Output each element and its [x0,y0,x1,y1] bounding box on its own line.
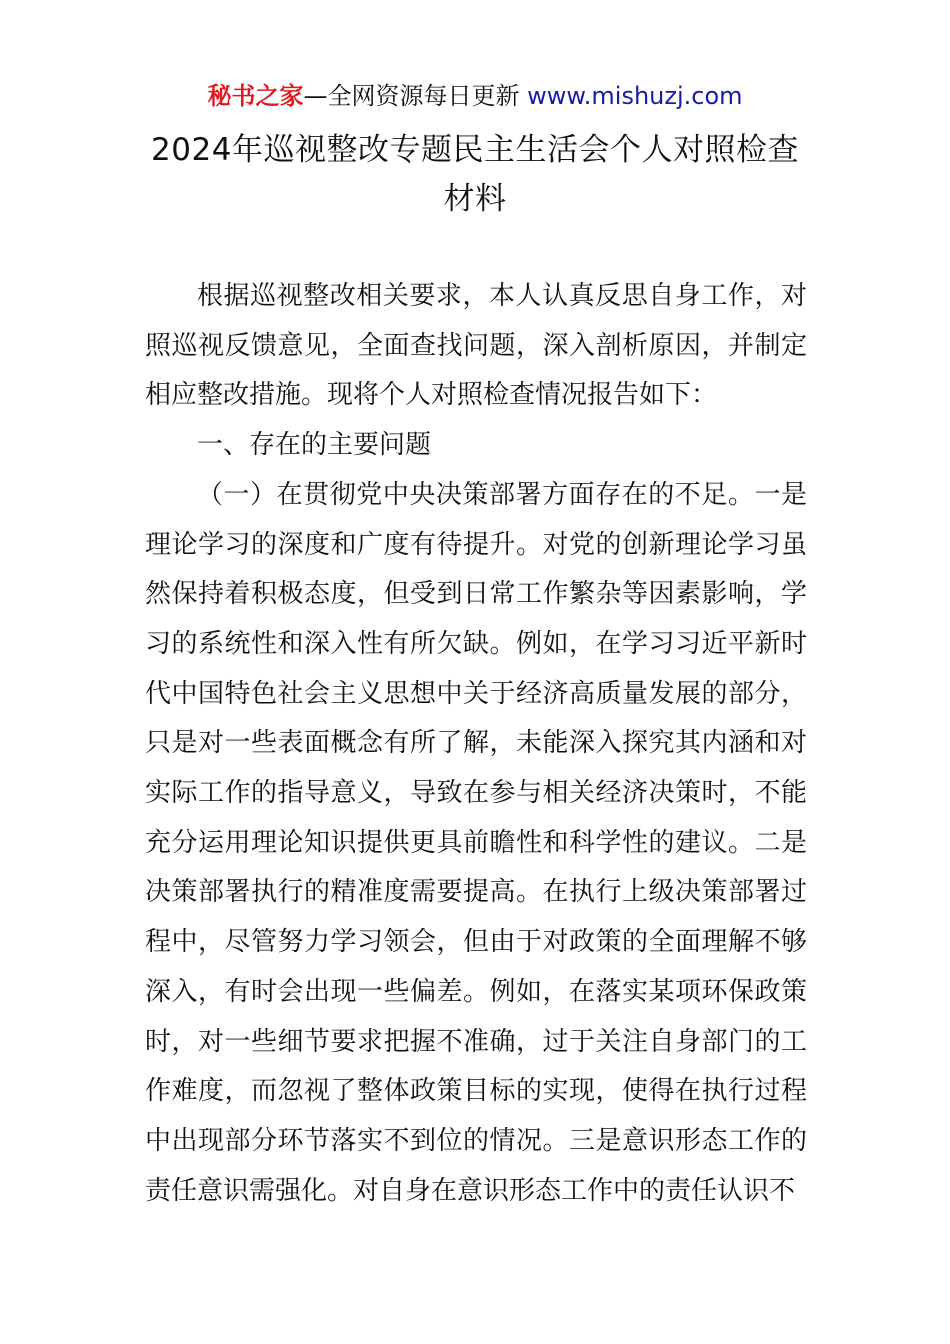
document-title: 2024年巡视整改专题民主生活会个人对照检查材料 [151,132,799,217]
site-tagline: —全网资源每日更新 [303,82,528,110]
document-body [145,272,807,1216]
site-brand: 秘书之家 [207,82,304,110]
paragraph-problems: （一）在贯彻党中央决策部署方面存在的不足。一是理论学习的深度和广度有待提升。对党的创新理论学习虽然保持着积极态度，但受到日常工作繁杂等因素影响，学习的系统性和深入性有所欠缺。例如，在学习习近平新时代中国特色社会主义思想中关于经济高质量发展的部分，只是对一些表面概念有所了解，未能深入探究其内涵和对实际工作的指导意义，导致在参与相关经济决策时，不能充分运用理论知识提供更具前瞻性和科学性的建议。二是决策部署执行的精准度需要提高。在执行上级决策部署过程中，尽管努力学习领会，但由于对政策的全面理解不够深入，有时会出现一些偏差。例如，在落实某项环保政策时，对一些细节要求把握不准确，过于关注自身部门的工作难度，而忽视了整体政策目标的实现，使得在执行过程中出现部分环节落实不到位的情况。三是意识形态工作的责任意识需强化。对自身在意识形态工作中的责任认识不 [145,479,807,1206]
site-header [0,80,950,112]
site-url[interactable]: www.mishuzj.com [527,82,743,110]
paragraph-intro: 根据巡视整改相关要求，本人认真反思自身工作，对照巡视反馈意见，全面查找问题，深入剖析原因，并制定相应整改措施。现将个人对照检查情况报告如下： [145,281,807,411]
section-heading: 一、存在的主要问题 [197,430,432,461]
